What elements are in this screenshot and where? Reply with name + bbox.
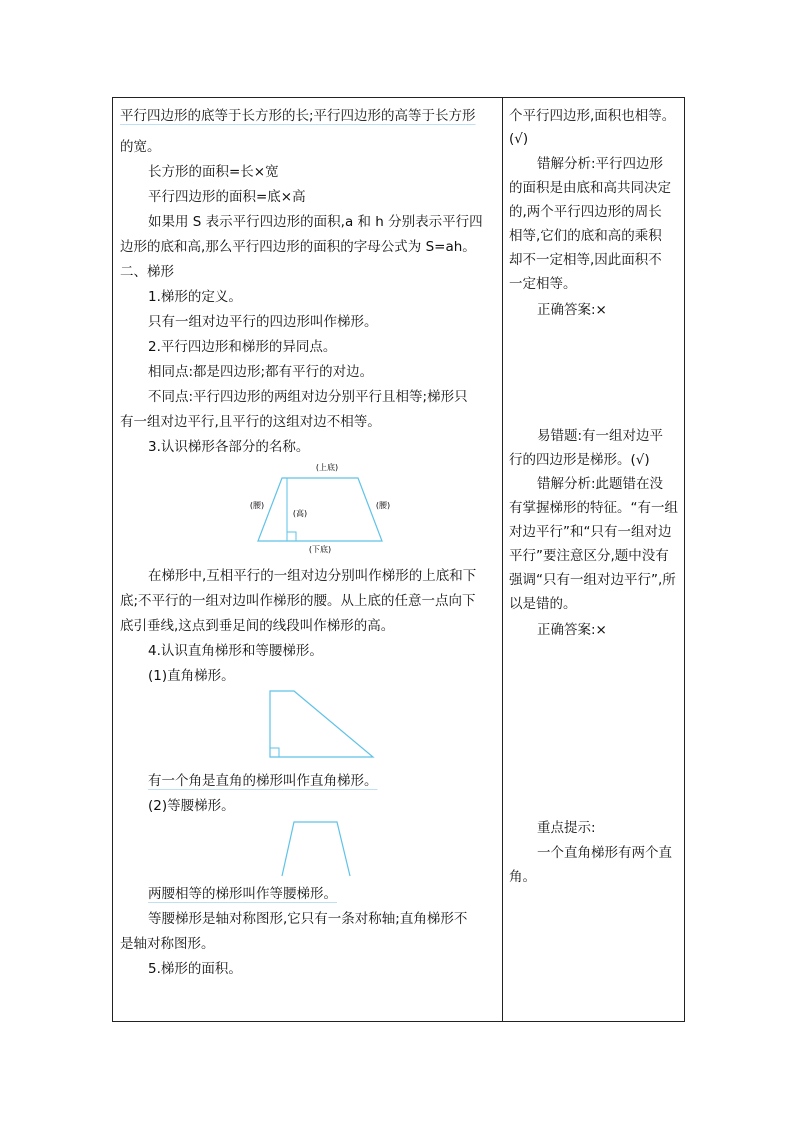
note-line: 错解分析:此题错在没 bbox=[537, 476, 664, 492]
right-trapezoid-figure bbox=[265, 688, 380, 760]
tip-line: 角。 bbox=[509, 869, 536, 885]
paragraph-line: 边形的底和高,那么平行四边形的面积的字母公式为 S=ah。 bbox=[120, 239, 476, 255]
paragraph-line: 如果用 S 表示平行四边形的面积,a 和 h 分别表示平行四 bbox=[148, 214, 483, 230]
subsection-heading: 4.认识直角梯形和等腰梯形。 bbox=[148, 643, 323, 659]
label-left-leg: (腰) bbox=[249, 501, 265, 510]
note-line: 强调“只有一组对边平行”,所 bbox=[509, 572, 676, 588]
paragraph-line: 等腰梯形是轴对称图形,它只有一条对称轴;直角梯形不 bbox=[148, 911, 468, 927]
paragraph-line: 底引垂线,这点到垂足间的线段叫作梯形的高。 bbox=[120, 618, 395, 634]
note-line: 却不一定相等,因此面积不 bbox=[509, 252, 662, 268]
note-line: 一定相等。 bbox=[509, 276, 577, 292]
paragraph-line: 有一个角是直角的梯形叫作直角梯形。 bbox=[148, 773, 378, 789]
paragraph-line: 只有一组对边平行的四边形叫作梯形。 bbox=[148, 314, 378, 330]
tip-line: 一个直角梯形有两个直 bbox=[537, 845, 672, 861]
subsection-heading: 2.平行四边形和梯形的异同点。 bbox=[148, 339, 337, 355]
note-line: 的,两个平行四边形的周长 bbox=[509, 204, 662, 220]
note-line: 有掌握梯形的特征。“有一组 bbox=[509, 500, 678, 516]
label-right-leg: (腰) bbox=[375, 501, 391, 510]
paragraph-line: 有一组对边平行,且平行的这组对边不相等。 bbox=[120, 414, 381, 430]
column-divider bbox=[502, 97, 503, 1022]
tip-heading: 重点提示: bbox=[537, 820, 596, 836]
note-line: 的面积是由底和高共同决定 bbox=[509, 180, 671, 196]
right-angle-mark bbox=[287, 532, 296, 541]
trapezoid-parts-diagram bbox=[245, 458, 405, 558]
label-height: (高) bbox=[292, 509, 308, 518]
right-angle-mark bbox=[270, 748, 279, 757]
note-line: 行的四边形是梯形。(√) bbox=[509, 452, 650, 468]
note-line: (√) bbox=[509, 131, 529, 147]
note-line: 平行”要注意区分,题中没有 bbox=[509, 548, 669, 564]
label-top-base: (上底) bbox=[315, 463, 339, 472]
note-line: 对边平行”和“只有一组对边 bbox=[509, 524, 672, 540]
subsection-heading: 3.认识梯形各部分的名称。 bbox=[148, 439, 310, 455]
section-heading: 二、梯形 bbox=[120, 264, 174, 280]
subsection-heading: 1.梯形的定义。 bbox=[148, 289, 242, 305]
paragraph-line: 的宽。 bbox=[120, 139, 161, 155]
paragraph-line: 底;不平行的一组对边叫作梯形的腰。从上底的任意一点向下 bbox=[120, 593, 476, 609]
note-line: 错解分析:平行四边形 bbox=[537, 156, 664, 172]
trapezoid-shape bbox=[258, 478, 382, 541]
formula-rectangle: 长方形的面积=长×宽 bbox=[148, 164, 279, 180]
isosceles-trapezoid-figure bbox=[272, 818, 362, 880]
paragraph-line: 平行四边形的底等于长方形的长;平行四边形的高等于长方形 bbox=[120, 108, 476, 124]
paragraph-line: 在梯形中,互相平行的一组对边分别叫作梯形的上底和下 bbox=[148, 568, 477, 584]
paragraph-line: 是轴对称图形。 bbox=[120, 936, 215, 952]
subsection-heading: (2)等腰梯形。 bbox=[148, 798, 235, 814]
label-bottom-base: (下底) bbox=[308, 545, 332, 554]
paragraph-line: 相同点:都是四边形;都有平行的对边。 bbox=[148, 364, 374, 380]
subsection-heading: 5.梯形的面积。 bbox=[148, 961, 242, 977]
subsection-heading: (1)直角梯形。 bbox=[148, 668, 235, 684]
note-line: 易错题:有一组对边平 bbox=[537, 428, 664, 444]
right-trapezoid-shape bbox=[270, 691, 373, 757]
note-line: 以是错的。 bbox=[509, 596, 577, 612]
answer-line: 正确答案:× bbox=[537, 622, 607, 638]
paragraph-line: 两腰相等的梯形叫作等腰梯形。 bbox=[148, 886, 337, 902]
answer-line: 正确答案:× bbox=[537, 302, 607, 318]
isosceles-trapezoid-shape bbox=[282, 822, 350, 876]
paragraph-line: 不同点:平行四边形的两组对边分别平行且相等;梯形只 bbox=[148, 389, 468, 405]
note-line: 相等,它们的底和高的乘积 bbox=[509, 228, 662, 244]
note-line: 个平行四边形,面积也相等。 bbox=[509, 108, 676, 124]
formula-parallelogram: 平行四边形的面积=底×高 bbox=[148, 189, 306, 205]
